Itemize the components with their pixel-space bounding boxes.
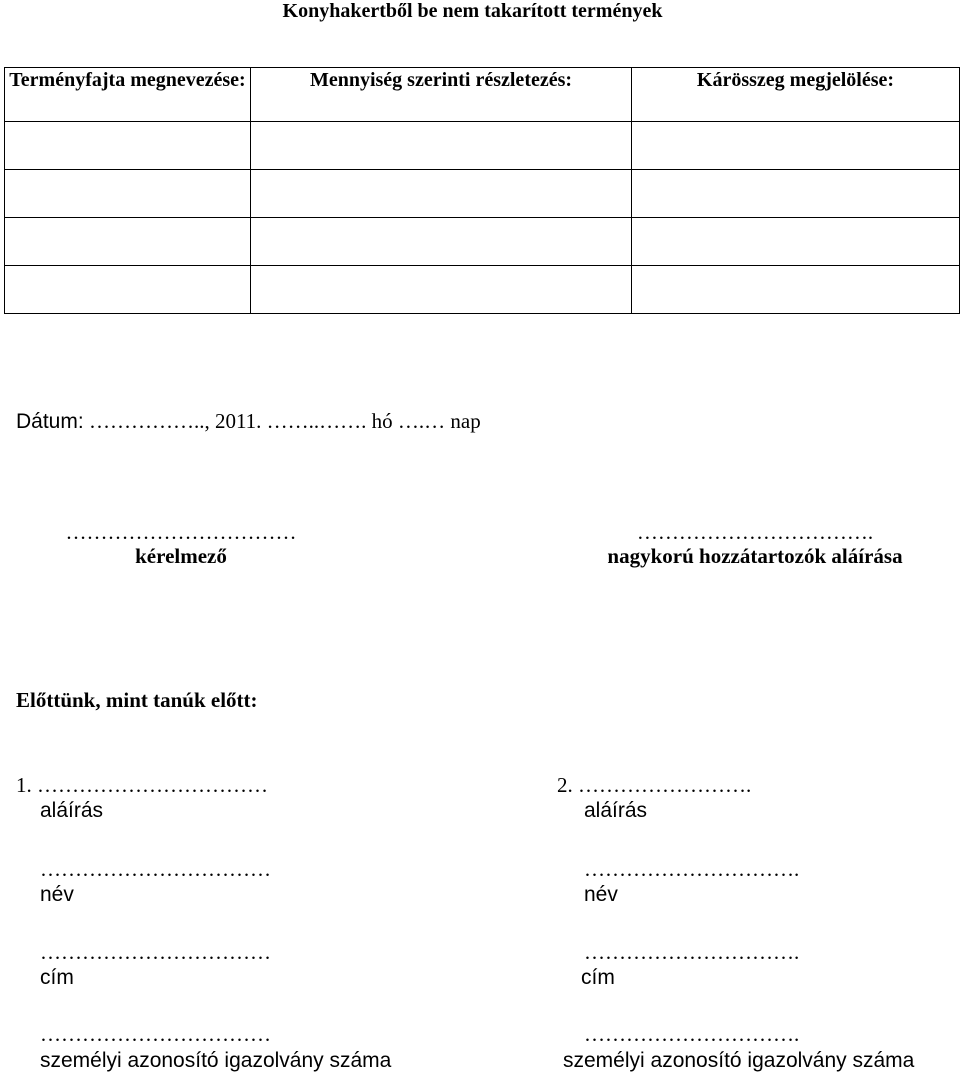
table-cell[interactable] xyxy=(251,122,632,170)
date-line xyxy=(16,409,481,434)
witness-number: 1. xyxy=(16,773,32,797)
relatives-label: nagykorú hozzátartozók aláírása xyxy=(607,544,903,568)
table-cell[interactable] xyxy=(632,218,960,266)
witness-number: 2. xyxy=(557,773,573,797)
applicant-signature xyxy=(16,520,346,568)
table-header-row xyxy=(5,68,960,122)
header-damage-amount: Kárösszeg megjelölése: xyxy=(632,68,960,122)
witness-1-address-line[interactable]: …………………………… xyxy=(40,940,271,964)
witness-1-name-label: név xyxy=(40,883,74,906)
witness-2-id-line[interactable]: …………………………. xyxy=(584,1022,800,1046)
header-crop-type: Terményfajta megnevezése: xyxy=(5,68,251,122)
crop-table xyxy=(4,67,960,314)
date-fill-field[interactable]: …………….., 2011. ……..……. hó ….… nap xyxy=(83,409,481,433)
witness-2-address-line[interactable]: …………………………. xyxy=(584,940,800,964)
signature-dots: ……………………. xyxy=(578,773,752,797)
table-cell[interactable] xyxy=(5,122,251,170)
witness-1-signature-line[interactable] xyxy=(16,773,268,797)
table-row xyxy=(5,266,960,314)
witness-1-address-label: cím xyxy=(40,966,74,989)
relatives-signature-line[interactable]: ……………………………. xyxy=(636,520,874,544)
header-quantity: Mennyiség szerinti részletezés: xyxy=(251,68,632,122)
table-cell[interactable] xyxy=(251,170,632,218)
table-cell[interactable] xyxy=(632,122,960,170)
applicant-signature-line[interactable]: …………………………… xyxy=(65,520,297,544)
witness-2-signature-line[interactable] xyxy=(557,773,751,797)
table-cell[interactable] xyxy=(5,218,251,266)
witness-heading: Előttünk, mint tanúk előtt: xyxy=(16,688,258,712)
applicant-label: kérelmező xyxy=(135,544,227,568)
table-cell[interactable] xyxy=(251,218,632,266)
date-label: Dátum: xyxy=(16,410,84,433)
document-title: Konyhakertből be nem takarított termények xyxy=(282,0,663,22)
witness-1-name-line[interactable]: …………………………… xyxy=(40,857,271,881)
witness-2-id-label: személyi azonosító igazolvány száma xyxy=(563,1049,915,1072)
witness-1-id-label: személyi azonosító igazolvány száma xyxy=(40,1049,392,1072)
witness-2-signature-label: aláírás xyxy=(584,799,648,822)
table-row xyxy=(5,122,960,170)
table-cell[interactable] xyxy=(251,266,632,314)
relatives-signature xyxy=(585,520,925,568)
witness-1-id-line[interactable]: …………………………… xyxy=(40,1022,271,1046)
table-row xyxy=(5,170,960,218)
signature-dots: …………………………… xyxy=(37,773,268,797)
table-cell[interactable] xyxy=(632,266,960,314)
table-cell[interactable] xyxy=(632,170,960,218)
table-cell[interactable] xyxy=(5,266,251,314)
witness-2-address-label: cím xyxy=(581,966,615,989)
table-row xyxy=(5,218,960,266)
witness-2-name-label: név xyxy=(584,883,618,906)
witness-2-name-line[interactable]: …………………………. xyxy=(584,857,800,881)
table-cell[interactable] xyxy=(5,170,251,218)
witness-1-signature-label: aláírás xyxy=(40,799,104,822)
